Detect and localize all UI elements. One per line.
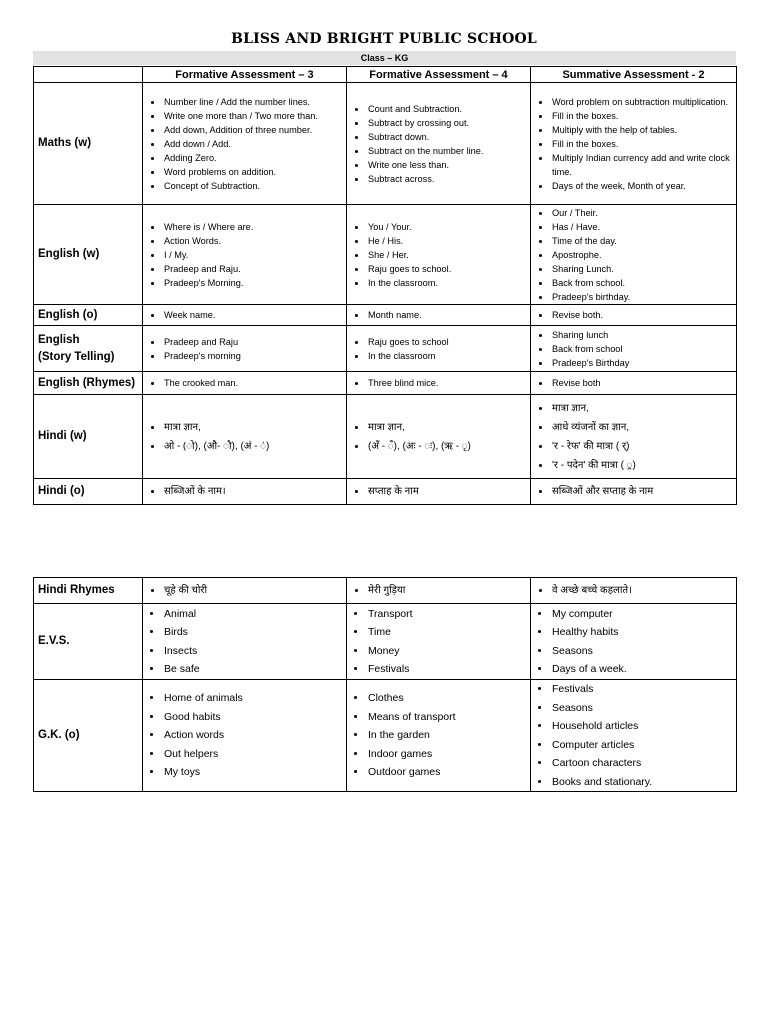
subject-cell: English (o) [34, 305, 143, 326]
list-item: • Birds [163, 623, 342, 642]
list-item: • Fill in the boxes. [551, 137, 732, 151]
list-item: • Seasons [551, 642, 732, 661]
sa2-cell [531, 305, 737, 326]
list-item: • Insects [163, 642, 342, 661]
topic-list [535, 581, 732, 600]
list-item: • Pradeep and Raju [163, 335, 342, 349]
list-item: • Fill in the boxes. [551, 109, 732, 123]
header-sa2: Summative Assessment - 2 [531, 67, 737, 83]
sa2-cell [531, 205, 737, 305]
syllabus-table-2 [33, 577, 737, 792]
class-label: Class – KG [33, 51, 736, 65]
list-item: • Time [367, 623, 526, 642]
sa2-cell [531, 83, 737, 205]
list-item: • Transport [367, 605, 526, 624]
list-item: • मात्रा ज्ञान, [551, 399, 732, 418]
table-row [34, 680, 737, 792]
sa2-cell [531, 479, 737, 505]
sa2-cell [531, 372, 737, 395]
list-item: • Subtract across. [367, 172, 526, 186]
syllabus-table-1 [33, 66, 737, 505]
topic-list [535, 399, 732, 475]
list-item: • Days of a week. [551, 660, 732, 679]
list-item: • Outdoor games [367, 763, 526, 782]
topic-list [147, 605, 342, 679]
list-item: • In the garden [367, 726, 526, 745]
list-item: • Multiply with the help of tables. [551, 123, 732, 137]
list-item: • Has / Have. [551, 220, 732, 234]
fa4-cell [347, 578, 531, 604]
sa2-cell [531, 604, 737, 680]
list-item: • Indoor games [367, 745, 526, 764]
list-item: • Out helpers [163, 745, 342, 764]
subject-cell: English (Rhymes) [34, 372, 143, 395]
topic-list [351, 482, 526, 501]
topic-list [535, 605, 732, 679]
list-item: • सब्जिओं के नाम। [163, 482, 342, 501]
sa2-cell [531, 578, 737, 604]
topic-list [351, 418, 526, 456]
subject-cell: Hindi (w) [34, 395, 143, 479]
list-item: • Count and Subtraction. [367, 102, 526, 116]
list-item: • Back from school [551, 342, 732, 356]
table-row [34, 604, 737, 680]
list-item: • Means of transport [367, 708, 526, 727]
list-item: • Add down, Addition of three number. [163, 123, 342, 137]
subject-line-1: English [38, 333, 80, 346]
topic-list [147, 220, 342, 290]
list-item: • मात्रा ज्ञान, [163, 418, 342, 437]
list-item: • Raju goes to school [367, 335, 526, 349]
fa4-cell [347, 83, 531, 205]
table-row [34, 372, 737, 395]
header-fa3: Formative Assessment – 3 [143, 67, 347, 83]
list-item: • Number line / Add the number lines. [163, 95, 342, 109]
table-header-row [34, 67, 737, 83]
topic-list [147, 482, 342, 501]
list-item: • Subtract down. [367, 130, 526, 144]
fa3-cell [143, 372, 347, 395]
topic-list [535, 680, 732, 791]
fa4-cell [347, 305, 531, 326]
table-row [34, 326, 737, 372]
list-item: • Subtract on the number line. [367, 144, 526, 158]
list-item: • Subtract by crossing out. [367, 116, 526, 130]
subject-line-2: (Story Telling) [38, 350, 115, 363]
list-item: • (अँ - ँ), (अः - ः), (ऋ - ृ) [367, 437, 526, 456]
topic-list [351, 605, 526, 679]
list-item: • Where is / Where are. [163, 220, 342, 234]
list-item: • Seasons [551, 699, 732, 718]
topic-list [535, 206, 732, 304]
table-row [34, 305, 737, 326]
list-item: • In the classroom. [367, 276, 526, 290]
list-item: • ओ - (ो), (औ- ौ), (अं - ं) [163, 437, 342, 456]
topic-list [147, 376, 342, 390]
topic-list [535, 482, 732, 501]
sa2-cell [531, 326, 737, 372]
list-item: • वे अच्छे बच्चे कहलाते। [551, 581, 732, 600]
list-item: • Pradeep's Morning. [163, 276, 342, 290]
list-item: • Month name. [367, 308, 526, 322]
fa3-cell [143, 326, 347, 372]
list-item: • Clothes [367, 689, 526, 708]
subject-cell: Maths (w) [34, 83, 143, 205]
list-item: • Days of the week, Month of year. [551, 179, 732, 193]
topic-list [535, 328, 732, 370]
list-item: • Festivals [367, 660, 526, 679]
list-item: • Pradeep and Raju. [163, 262, 342, 276]
list-item: • The crooked man. [163, 376, 342, 390]
fa3-cell [143, 578, 347, 604]
list-item: • Multiply Indian currency add and write clock time. [551, 151, 732, 179]
list-item: • Revise both [551, 376, 732, 390]
list-item: • Animal [163, 605, 342, 624]
list-item: • In the classroom [367, 349, 526, 363]
table-row [34, 83, 737, 205]
list-item: • Household articles [551, 717, 732, 736]
list-item: • चूहे की चोरी [163, 581, 342, 600]
table-row [34, 479, 737, 505]
list-item: • He / His. [367, 234, 526, 248]
list-item: • Pradeep's morning [163, 349, 342, 363]
list-item: • सब्जिओं और सप्ताह के नाम [551, 482, 732, 501]
list-item: • Write one more than / Two more than. [163, 109, 342, 123]
list-item: • Add down / Add. [163, 137, 342, 151]
list-item: • Cartoon characters [551, 754, 732, 773]
topic-list [351, 220, 526, 290]
list-item: • Word problems on addition. [163, 165, 342, 179]
fa4-cell [347, 604, 531, 680]
list-item: • Books and stationary. [551, 773, 732, 792]
fa3-cell [143, 83, 347, 205]
fa3-cell [143, 305, 347, 326]
subject-cell: Hindi (o) [34, 479, 143, 505]
list-item: • Pradeep's Birthday [551, 356, 732, 370]
list-item: • Apostrophe. [551, 248, 732, 262]
list-item: • Write one less than. [367, 158, 526, 172]
list-item: • Action words [163, 726, 342, 745]
fa4-cell [347, 395, 531, 479]
list-item: • Home of animals [163, 689, 342, 708]
fa4-cell [347, 205, 531, 305]
list-item: • आधे व्यंजनों का ज्ञान, [551, 418, 732, 437]
fa4-cell [347, 680, 531, 792]
topic-list [147, 335, 342, 363]
list-item: • You / Your. [367, 220, 526, 234]
list-item: • Raju goes to school. [367, 262, 526, 276]
fa3-cell [143, 205, 347, 305]
list-item: • Adding Zero. [163, 151, 342, 165]
list-item: • Revise both. [551, 308, 732, 322]
topic-list [147, 689, 342, 782]
topic-list [351, 335, 526, 363]
list-item: • Concept of Subtraction. [163, 179, 342, 193]
list-item: • 'र - रेफ' की मात्रा ( र्) [551, 437, 732, 456]
list-item: • Festivals [551, 680, 732, 699]
list-item: • She / Her. [367, 248, 526, 262]
list-item: • मेरी गुड़िया [367, 581, 526, 600]
header-blank [34, 67, 143, 83]
list-item: • Our / Their. [551, 206, 732, 220]
topic-list [147, 418, 342, 456]
list-item: • Pradeep's birthday. [551, 290, 732, 304]
subject-cell: G.K. (o) [34, 680, 143, 792]
list-item: • Back from school. [551, 276, 732, 290]
header-fa4: Formative Assessment – 4 [347, 67, 531, 83]
topic-list [351, 376, 526, 390]
list-item: • Good habits [163, 708, 342, 727]
fa4-cell [347, 326, 531, 372]
topic-list [351, 689, 526, 782]
topic-list [351, 308, 526, 322]
subject-cell [34, 326, 143, 372]
list-item: • Money [367, 642, 526, 661]
topic-list [147, 95, 342, 193]
list-item: • My computer [551, 605, 732, 624]
fa4-cell [347, 372, 531, 395]
list-item: • Time of the day. [551, 234, 732, 248]
subject-cell: Hindi Rhymes [34, 578, 143, 604]
school-title: BLISS AND BRIGHT PUBLIC SCHOOL [231, 31, 537, 47]
fa3-cell [143, 680, 347, 792]
list-item: • Three blind mice. [367, 376, 526, 390]
topic-list [351, 581, 526, 600]
fa3-cell [143, 395, 347, 479]
topic-list [147, 308, 342, 322]
sa2-cell [531, 395, 737, 479]
fa4-cell [347, 479, 531, 505]
table-row [34, 205, 737, 305]
list-item: • Action Words. [163, 234, 342, 248]
list-item: • I / My. [163, 248, 342, 262]
list-item: • Be safe [163, 660, 342, 679]
topic-list [535, 308, 732, 322]
topic-list [535, 95, 732, 193]
list-item: • 'र - पदेन' की मात्रा ( ्र) [551, 456, 732, 475]
topic-list [535, 376, 732, 390]
list-item: • Computer articles [551, 736, 732, 755]
list-item: • Sharing Lunch. [551, 262, 732, 276]
sa2-cell [531, 680, 737, 792]
list-item: • My toys [163, 763, 342, 782]
subject-cell: English (w) [34, 205, 143, 305]
list-item: • सप्ताह के नाम [367, 482, 526, 501]
topic-list [351, 102, 526, 186]
list-item: • Week name. [163, 308, 342, 322]
fa3-cell [143, 604, 347, 680]
list-item: • Healthy habits [551, 623, 732, 642]
table-row [34, 578, 737, 604]
fa3-cell [143, 479, 347, 505]
list-item: • Sharing lunch [551, 328, 732, 342]
subject-cell: E.V.S. [34, 604, 143, 680]
table-row [34, 395, 737, 479]
topic-list [147, 581, 342, 600]
list-item: • मात्रा ज्ञान, [367, 418, 526, 437]
list-item: • Word problem on subtraction multiplication. [551, 95, 732, 109]
